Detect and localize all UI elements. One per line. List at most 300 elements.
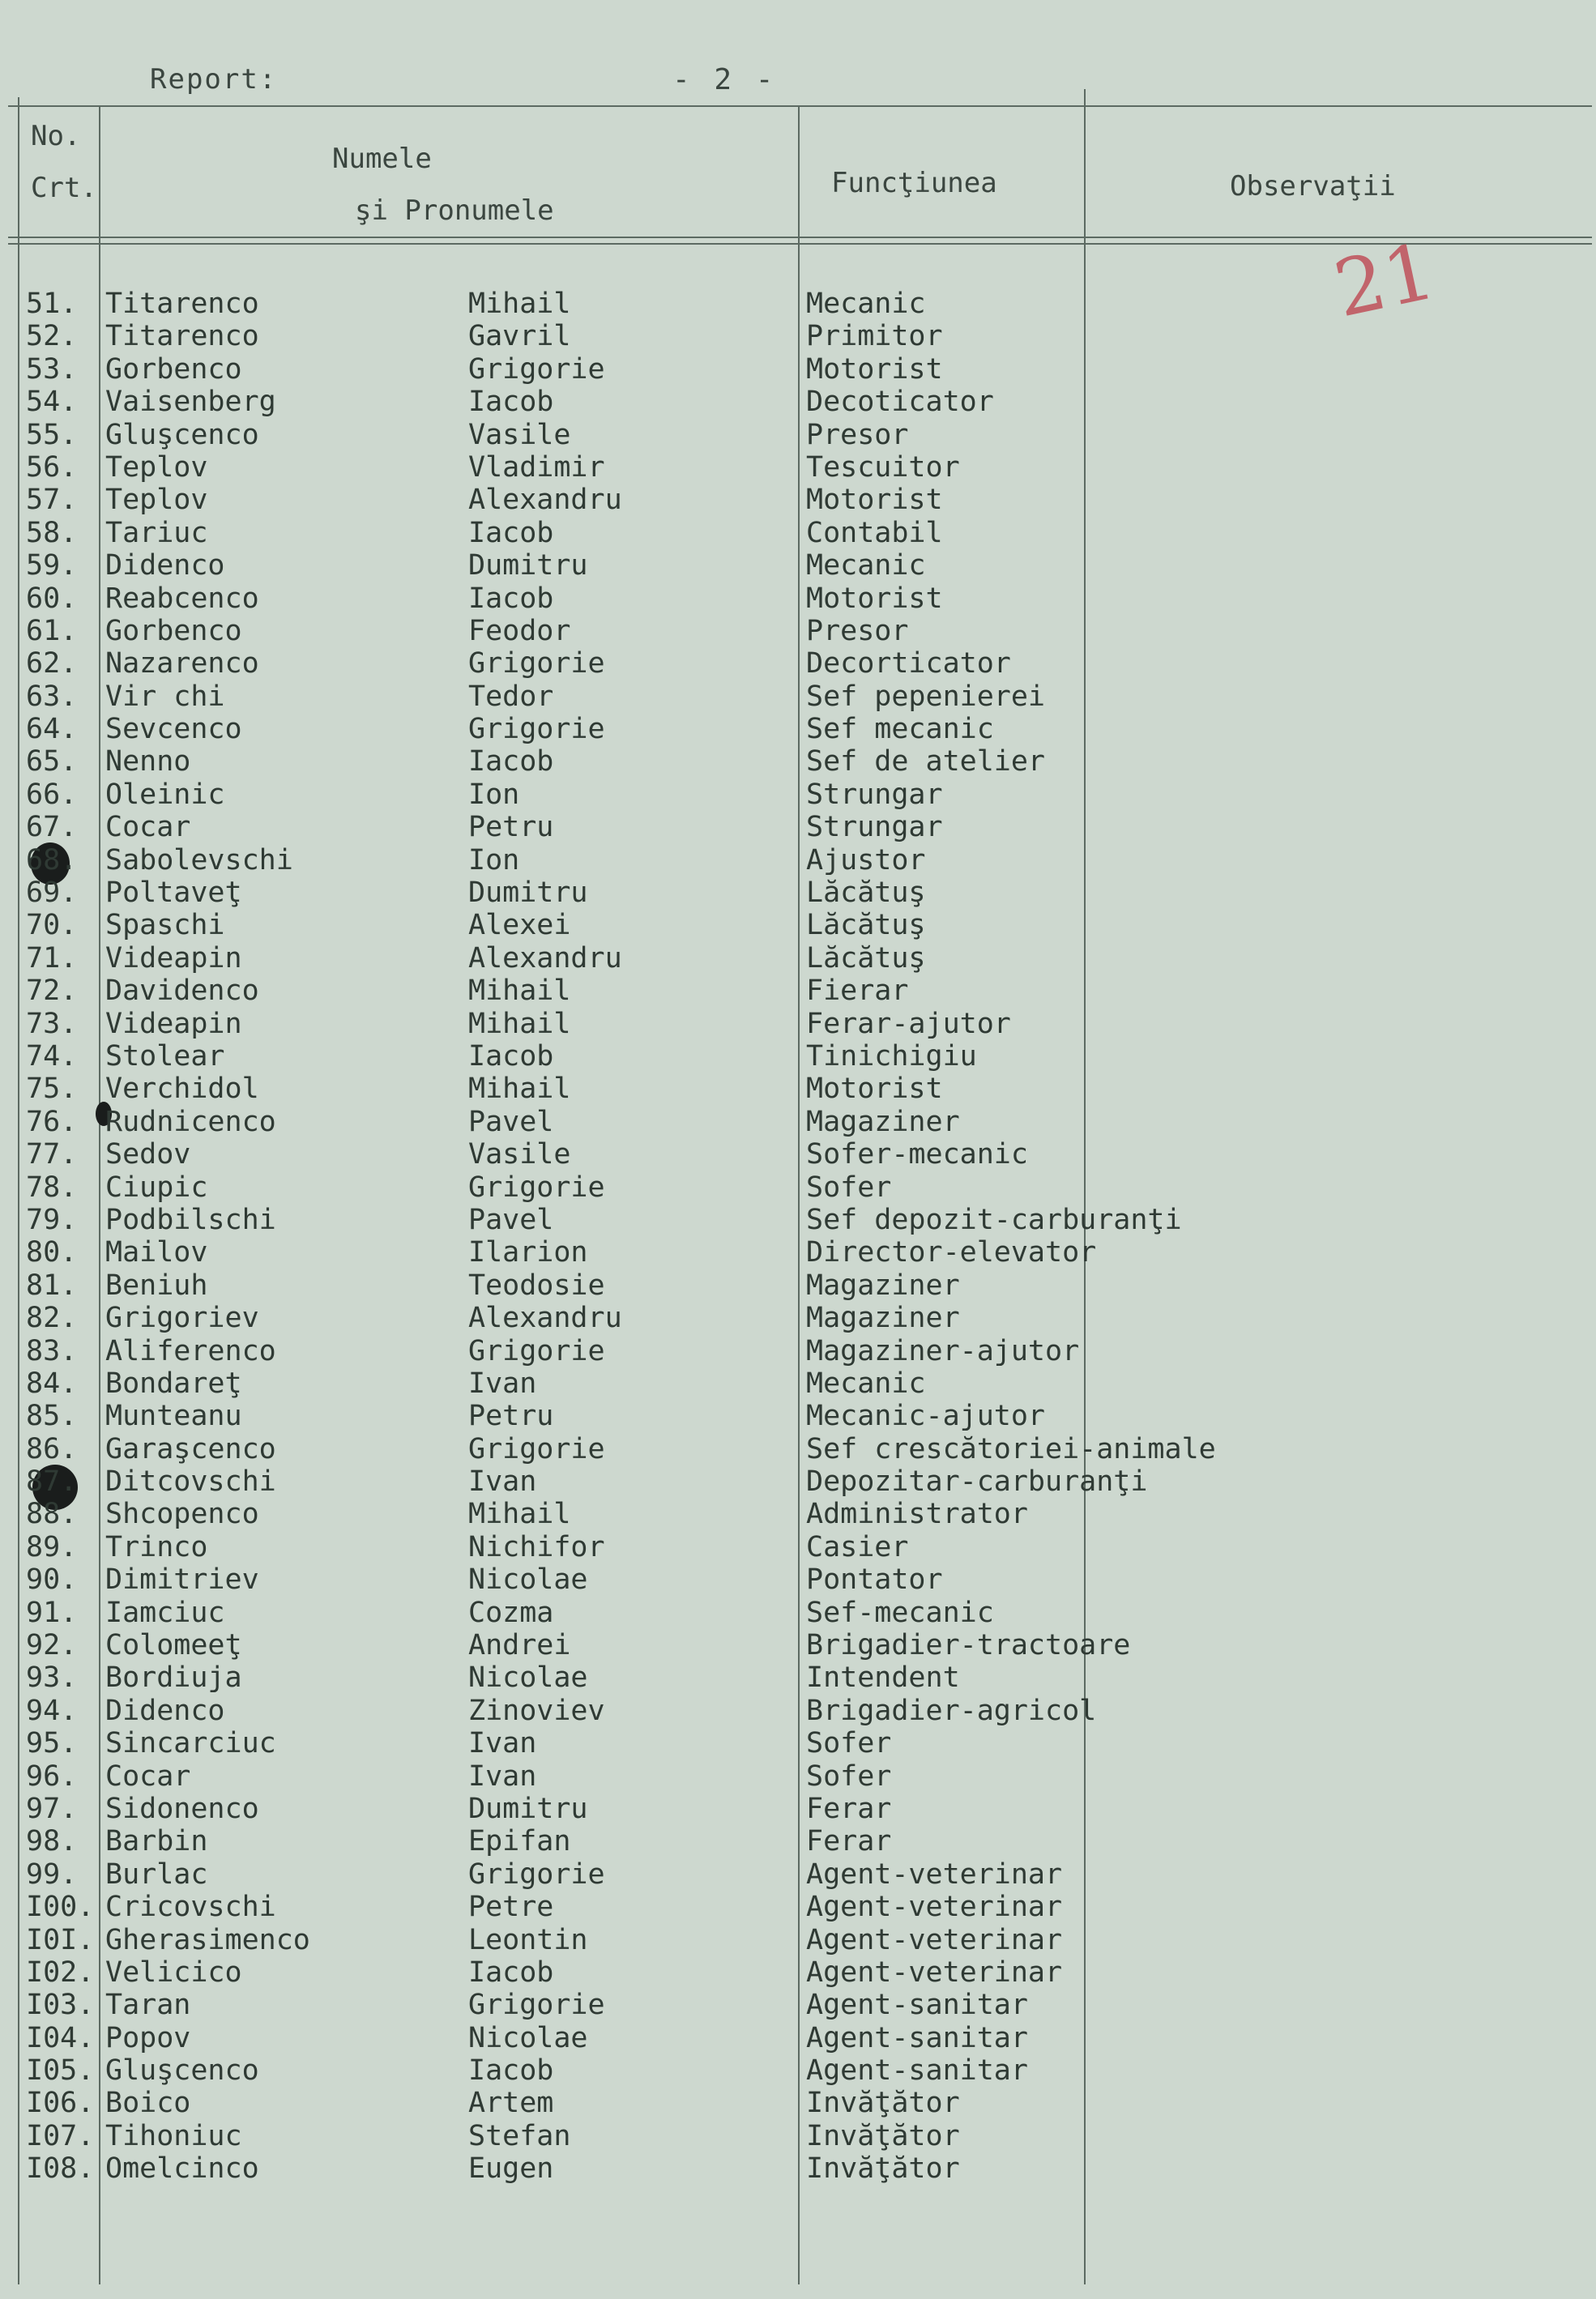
first-name-cell: Grigorie bbox=[468, 352, 605, 386]
row-number: 95. bbox=[26, 1727, 78, 1760]
row-number: 54. bbox=[26, 386, 78, 419]
first-name-cell: Mihail bbox=[468, 288, 571, 320]
surname-cell: Ciupic bbox=[105, 1171, 208, 1204]
first-name-cell: Alexandru bbox=[468, 484, 622, 517]
first-name-cell: Nicolae bbox=[468, 2021, 588, 2054]
function-cell: Agent-veterinar bbox=[806, 1956, 1063, 1989]
table-row bbox=[0, 1695, 1596, 1727]
surname-cell: Beniuh bbox=[105, 1269, 208, 1302]
function-cell: Agent-sanitar bbox=[806, 1989, 1028, 2022]
row-number: 64. bbox=[26, 713, 78, 746]
first-name-cell: Grigorie bbox=[468, 647, 605, 680]
surname-cell: Ditcovschi bbox=[105, 1465, 276, 1499]
function-cell: Agent-sanitar bbox=[806, 2021, 1028, 2054]
surname-cell: Cocar bbox=[105, 811, 191, 844]
row-number: 77. bbox=[26, 1138, 78, 1171]
table-row bbox=[0, 1400, 1596, 1432]
function-cell: Invăţător bbox=[806, 2119, 960, 2152]
first-name-cell: Mihail bbox=[468, 1498, 571, 1531]
function-cell: Administrator bbox=[806, 1498, 1028, 1531]
header-pronumele: şi Pronumele bbox=[355, 194, 554, 227]
row-number: 98. bbox=[26, 1825, 78, 1858]
table-row bbox=[0, 844, 1596, 877]
first-name-cell: Feodor bbox=[468, 614, 571, 647]
function-cell: Ferar bbox=[806, 1825, 892, 1858]
row-number: 82. bbox=[26, 1302, 78, 1335]
function-cell: Mecanic bbox=[806, 1367, 926, 1400]
function-cell: Sofer bbox=[806, 1727, 892, 1760]
table-row bbox=[0, 1465, 1596, 1498]
surname-cell: Taran bbox=[105, 1989, 191, 2022]
function-cell: Agent-veterinar bbox=[806, 1923, 1063, 1956]
function-cell: Mecanic bbox=[806, 288, 926, 320]
function-cell: Magaziner bbox=[806, 1302, 960, 1335]
surname-cell: Teplov bbox=[105, 484, 208, 517]
function-cell: Agent-veterinar bbox=[806, 1891, 1063, 1924]
surname-cell: Grigoriev bbox=[105, 1302, 259, 1335]
surname-cell: Garaşcenco bbox=[105, 1432, 276, 1465]
function-cell: Contabil bbox=[806, 516, 943, 549]
table-row bbox=[0, 1367, 1596, 1400]
first-name-cell: Stefan bbox=[468, 2119, 571, 2152]
function-cell: Strungar bbox=[806, 778, 943, 811]
row-number: 76. bbox=[26, 1105, 78, 1138]
surname-cell: Davidenco bbox=[105, 975, 259, 1008]
table-row bbox=[0, 1106, 1596, 1138]
row-number: 66. bbox=[26, 778, 78, 811]
function-cell: Sef pepenierei bbox=[806, 680, 1046, 713]
function-cell: Lăcătuş bbox=[806, 877, 926, 910]
function-cell: Magaziner bbox=[806, 1105, 960, 1138]
first-name-cell: Ivan bbox=[468, 1759, 537, 1793]
row-number: I03. bbox=[26, 1989, 95, 2022]
function-cell: Intendent bbox=[806, 1661, 960, 1695]
function-cell: Invăţător bbox=[806, 2087, 960, 2120]
first-name-cell: Dumitru bbox=[468, 877, 588, 910]
row-number: 65. bbox=[26, 745, 78, 778]
function-cell: Primitor bbox=[806, 320, 943, 353]
first-name-cell: Petru bbox=[468, 811, 554, 844]
table-row bbox=[0, 582, 1596, 615]
function-cell: Sef depozit-carburanţi bbox=[806, 1203, 1182, 1236]
table-row bbox=[0, 877, 1596, 909]
function-cell: Ajustor bbox=[806, 843, 926, 877]
table-row bbox=[0, 1040, 1596, 1073]
first-name-cell: Vasile bbox=[468, 1138, 571, 1171]
header-observations: Observaţii bbox=[1230, 170, 1396, 203]
first-name-cell: Grigorie bbox=[468, 713, 605, 746]
table-row bbox=[0, 1498, 1596, 1530]
first-name-cell: Gavril bbox=[468, 320, 571, 353]
table-top-rule bbox=[8, 105, 1592, 107]
first-name-cell: Iacob bbox=[468, 516, 554, 549]
surname-cell: Colomeeţ bbox=[105, 1629, 242, 1662]
table-row bbox=[0, 1891, 1596, 1923]
first-name-cell: Dumitru bbox=[468, 549, 588, 582]
row-number: 72. bbox=[26, 975, 78, 1008]
row-number: 99. bbox=[26, 1858, 78, 1891]
first-name-cell: Petru bbox=[468, 1400, 554, 1433]
row-number: 84. bbox=[26, 1367, 78, 1400]
table-row bbox=[0, 1924, 1596, 1956]
report-label: Report: bbox=[150, 63, 278, 96]
first-name-cell: Iacob bbox=[468, 2054, 554, 2088]
table-row bbox=[0, 1138, 1596, 1171]
first-name-cell: Andrei bbox=[468, 1629, 571, 1662]
surname-cell: Poltaveţ bbox=[105, 877, 242, 910]
row-number: 94. bbox=[26, 1694, 78, 1727]
function-cell: Sef-mecanic bbox=[806, 1596, 994, 1629]
surname-cell: Cocar bbox=[105, 1759, 191, 1793]
row-number: 58. bbox=[26, 516, 78, 549]
row-number: 68. bbox=[26, 843, 78, 877]
first-name-cell: Vladimir bbox=[468, 450, 605, 484]
row-number: 91. bbox=[26, 1596, 78, 1629]
table-row bbox=[0, 517, 1596, 549]
function-cell: Invăţător bbox=[806, 2152, 960, 2186]
surname-cell: Titarenco bbox=[105, 288, 259, 320]
table-row bbox=[0, 1727, 1596, 1759]
surname-cell: Vir chi bbox=[105, 680, 225, 713]
handwritten-mark: 21 bbox=[1326, 225, 1443, 335]
first-name-cell: Ilarion bbox=[468, 1236, 588, 1269]
surname-cell: Spaschi bbox=[105, 909, 225, 942]
surname-cell: Cricovschi bbox=[105, 1891, 276, 1924]
header-bottom-rule bbox=[8, 237, 1592, 238]
table-row bbox=[0, 1302, 1596, 1334]
function-cell: Sef crescătoriei-animale bbox=[806, 1432, 1216, 1465]
function-cell: Agent-sanitar bbox=[806, 2054, 1028, 2088]
function-cell: Magaziner-ajutor bbox=[806, 1334, 1080, 1367]
row-number: 90. bbox=[26, 1563, 78, 1597]
function-cell: Lăcătuş bbox=[806, 941, 926, 975]
surname-cell: Tihoniuc bbox=[105, 2119, 242, 2152]
row-number: 97. bbox=[26, 1792, 78, 1825]
employee-table-body bbox=[0, 288, 1596, 2186]
function-cell: Brigadier-tractoare bbox=[806, 1629, 1131, 1662]
table-row bbox=[0, 484, 1596, 516]
surname-cell: Dimitriev bbox=[105, 1563, 259, 1597]
surname-cell: Popov bbox=[105, 2021, 191, 2054]
row-number: 61. bbox=[26, 614, 78, 647]
first-name-cell: Grigorie bbox=[468, 1432, 605, 1465]
first-name-cell: Eugen bbox=[468, 2152, 554, 2186]
row-number: 92. bbox=[26, 1629, 78, 1662]
first-name-cell: Dumitru bbox=[468, 1792, 588, 1825]
surname-cell: Stolear bbox=[105, 1039, 225, 1073]
header-function: Funcţiunea bbox=[831, 167, 997, 199]
table-row bbox=[0, 353, 1596, 386]
function-cell: Presor bbox=[806, 614, 909, 647]
surname-cell: Bordiuja bbox=[105, 1661, 242, 1695]
row-number: 59. bbox=[26, 549, 78, 582]
first-name-cell: Mihail bbox=[468, 1073, 571, 1106]
row-number: 75. bbox=[26, 1073, 78, 1106]
table-row bbox=[0, 1793, 1596, 1825]
first-name-cell: Grigorie bbox=[468, 1334, 605, 1367]
table-row bbox=[0, 1073, 1596, 1105]
row-number: 83. bbox=[26, 1334, 78, 1367]
header-crt: Crt. bbox=[31, 172, 97, 204]
table-row bbox=[0, 1760, 1596, 1793]
table-row bbox=[0, 320, 1596, 352]
table-row bbox=[0, 1597, 1596, 1629]
function-cell: Sofer bbox=[806, 1759, 892, 1793]
first-name-cell: Petre bbox=[468, 1891, 554, 1924]
table-row bbox=[0, 647, 1596, 680]
table-row bbox=[0, 909, 1596, 941]
row-number: 57. bbox=[26, 484, 78, 517]
first-name-cell: Grigorie bbox=[468, 1171, 605, 1204]
table-row bbox=[0, 1335, 1596, 1367]
surname-cell: Boico bbox=[105, 2087, 191, 2120]
row-number: 79. bbox=[26, 1203, 78, 1236]
table-row bbox=[0, 975, 1596, 1007]
table-row bbox=[0, 1563, 1596, 1596]
first-name-cell: Grigorie bbox=[468, 1858, 605, 1891]
function-cell: Fierar bbox=[806, 975, 909, 1008]
row-number: 52. bbox=[26, 320, 78, 353]
row-number: 63. bbox=[26, 680, 78, 713]
row-number: I05. bbox=[26, 2054, 95, 2088]
table-row bbox=[0, 2152, 1596, 2185]
table-row bbox=[0, 1858, 1596, 1891]
surname-cell: Rudnicenco bbox=[105, 1105, 276, 1138]
function-cell: Pontator bbox=[806, 1563, 943, 1597]
first-name-cell: Mihail bbox=[468, 1007, 571, 1040]
surname-cell: Sabolevschi bbox=[105, 843, 293, 877]
header-numele: Numele bbox=[332, 143, 432, 175]
surname-cell: Didenco bbox=[105, 549, 225, 582]
table-row bbox=[0, 2022, 1596, 2054]
surname-cell: Videapin bbox=[105, 1007, 242, 1040]
first-name-cell: Grigorie bbox=[468, 1989, 605, 2022]
first-name-cell: Pavel bbox=[468, 1105, 554, 1138]
row-number: I02. bbox=[26, 1956, 95, 1989]
table-row bbox=[0, 2054, 1596, 2087]
first-name-cell: Ivan bbox=[468, 1367, 537, 1400]
row-number: 88. bbox=[26, 1498, 78, 1531]
table-row bbox=[0, 1171, 1596, 1204]
first-name-cell: Iacob bbox=[468, 1956, 554, 1989]
first-name-cell: Mihail bbox=[468, 975, 571, 1008]
table-row bbox=[0, 2087, 1596, 2119]
table-row bbox=[0, 778, 1596, 811]
page-number: - 2 - bbox=[672, 63, 777, 96]
surname-cell: Oleinic bbox=[105, 778, 225, 811]
surname-cell: Videapin bbox=[105, 941, 242, 975]
row-number: 51. bbox=[26, 288, 78, 320]
first-name-cell: Nicolae bbox=[468, 1563, 588, 1597]
row-number: 71. bbox=[26, 941, 78, 975]
surname-cell: Omelcinco bbox=[105, 2152, 259, 2186]
table-row bbox=[0, 1008, 1596, 1040]
table-row bbox=[0, 713, 1596, 745]
table-row bbox=[0, 1204, 1596, 1236]
function-cell: Ferar-ajutor bbox=[806, 1007, 1011, 1040]
first-name-cell: Alexei bbox=[468, 909, 571, 942]
function-cell: Presor bbox=[806, 418, 909, 451]
table-row bbox=[0, 1531, 1596, 1563]
table-row bbox=[0, 2120, 1596, 2152]
function-cell: Tinichigiu bbox=[806, 1039, 977, 1073]
table-row bbox=[0, 745, 1596, 778]
first-name-cell: Ion bbox=[468, 843, 520, 877]
first-name-cell: Zinoviev bbox=[468, 1694, 605, 1727]
surname-cell: Barbin bbox=[105, 1825, 208, 1858]
surname-cell: Sedov bbox=[105, 1138, 191, 1171]
row-number: 73. bbox=[26, 1007, 78, 1040]
row-number: I08. bbox=[26, 2152, 95, 2186]
row-number: 96. bbox=[26, 1759, 78, 1793]
row-number: 93. bbox=[26, 1661, 78, 1695]
surname-cell: Munteanu bbox=[105, 1400, 242, 1433]
surname-cell: Verchidol bbox=[105, 1073, 259, 1106]
surname-cell: Trinco bbox=[105, 1530, 208, 1563]
surname-cell: Reabcenco bbox=[105, 582, 259, 615]
row-number: 80. bbox=[26, 1236, 78, 1269]
function-cell: Depozitar-carburanţi bbox=[806, 1465, 1148, 1499]
first-name-cell: Iacob bbox=[468, 1039, 554, 1073]
function-cell: Mecanic bbox=[806, 549, 926, 582]
surname-cell: Velicico bbox=[105, 1956, 242, 1989]
table-row bbox=[0, 1236, 1596, 1269]
table-row bbox=[0, 942, 1596, 975]
row-number: I04. bbox=[26, 2021, 95, 2054]
table-row bbox=[0, 386, 1596, 418]
surname-cell: Aliferenco bbox=[105, 1334, 276, 1367]
row-number: 67. bbox=[26, 811, 78, 844]
table-row bbox=[0, 1629, 1596, 1661]
row-number: 78. bbox=[26, 1171, 78, 1204]
first-name-cell: Alexandru bbox=[468, 941, 622, 975]
table-row bbox=[0, 811, 1596, 843]
surname-cell: Mailov bbox=[105, 1236, 208, 1269]
function-cell: Sofer-mecanic bbox=[806, 1138, 1028, 1171]
row-number: 85. bbox=[26, 1400, 78, 1433]
row-number: I0I. bbox=[26, 1923, 95, 1956]
table-row bbox=[0, 451, 1596, 484]
row-number: I00. bbox=[26, 1891, 95, 1924]
surname-cell: Nenno bbox=[105, 745, 191, 778]
function-cell: Mecanic-ajutor bbox=[806, 1400, 1046, 1433]
function-cell: Ferar bbox=[806, 1792, 892, 1825]
surname-cell: Gluşcenco bbox=[105, 418, 259, 451]
function-cell: Motorist bbox=[806, 352, 943, 386]
row-number: 86. bbox=[26, 1432, 78, 1465]
table-row bbox=[0, 615, 1596, 647]
function-cell: Motorist bbox=[806, 1073, 943, 1106]
row-number: I07. bbox=[26, 2119, 95, 2152]
surname-cell: Gorbenco bbox=[105, 614, 242, 647]
first-name-cell: Alexandru bbox=[468, 1302, 622, 1335]
function-cell: Sef de atelier bbox=[806, 745, 1046, 778]
surname-cell: Nazarenco bbox=[105, 647, 259, 680]
first-name-cell: Vasile bbox=[468, 418, 571, 451]
table-row bbox=[0, 419, 1596, 451]
function-cell: Motorist bbox=[806, 484, 943, 517]
surname-cell: Didenco bbox=[105, 1694, 225, 1727]
function-cell: Magaziner bbox=[806, 1269, 960, 1302]
table-row bbox=[0, 1269, 1596, 1302]
first-name-cell: Iacob bbox=[468, 386, 554, 419]
row-number: 55. bbox=[26, 418, 78, 451]
function-cell: Motorist bbox=[806, 582, 943, 615]
surname-cell: Shcopenco bbox=[105, 1498, 259, 1531]
function-cell: Tescuitor bbox=[806, 450, 960, 484]
surname-cell: Burlac bbox=[105, 1858, 208, 1891]
surname-cell: Titarenco bbox=[105, 320, 259, 353]
function-cell: Director-elevator bbox=[806, 1236, 1097, 1269]
first-name-cell: Ivan bbox=[468, 1465, 537, 1499]
first-name-cell: Epifan bbox=[468, 1825, 571, 1858]
first-name-cell: Leontin bbox=[468, 1923, 588, 1956]
row-number: 74. bbox=[26, 1039, 78, 1073]
first-name-cell: Ion bbox=[468, 778, 520, 811]
first-name-cell: Nichifor bbox=[468, 1530, 605, 1563]
row-number: I06. bbox=[26, 2087, 95, 2120]
surname-cell: Sevcenco bbox=[105, 713, 242, 746]
function-cell: Strungar bbox=[806, 811, 943, 844]
table-row bbox=[0, 1989, 1596, 2021]
surname-cell: Iamciuc bbox=[105, 1596, 225, 1629]
row-number: 62. bbox=[26, 647, 78, 680]
surname-cell: Podbilschi bbox=[105, 1203, 276, 1236]
function-cell: Lăcătuş bbox=[806, 909, 926, 942]
row-number: 60. bbox=[26, 582, 78, 615]
row-number: 89. bbox=[26, 1530, 78, 1563]
row-number: 56. bbox=[26, 450, 78, 484]
first-name-cell: Pavel bbox=[468, 1203, 554, 1236]
row-number: 87. bbox=[26, 1465, 78, 1499]
row-number: 69. bbox=[26, 877, 78, 910]
first-name-cell: Iacob bbox=[468, 582, 554, 615]
table-row bbox=[0, 549, 1596, 582]
function-cell: Decorticator bbox=[806, 647, 1011, 680]
first-name-cell: Artem bbox=[468, 2087, 554, 2120]
table-row bbox=[0, 288, 1596, 320]
surname-cell: Teplov bbox=[105, 450, 208, 484]
surname-cell: Sincarciuc bbox=[105, 1727, 276, 1760]
surname-cell: Vaisenberg bbox=[105, 386, 276, 419]
surname-cell: Gluşcenco bbox=[105, 2054, 259, 2088]
surname-cell: Gherasimenco bbox=[105, 1923, 310, 1956]
table-row bbox=[0, 1661, 1596, 1694]
function-cell: Agent-veterinar bbox=[806, 1858, 1063, 1891]
surname-cell: Gorbenco bbox=[105, 352, 242, 386]
table-row bbox=[0, 1956, 1596, 1989]
function-cell: Sef mecanic bbox=[806, 713, 994, 746]
first-name-cell: Ivan bbox=[468, 1727, 537, 1760]
function-cell: Sofer bbox=[806, 1171, 892, 1204]
row-number: 81. bbox=[26, 1269, 78, 1302]
row-number: 70. bbox=[26, 909, 78, 942]
table-row bbox=[0, 1825, 1596, 1858]
function-cell: Decoticator bbox=[806, 386, 994, 419]
table-row bbox=[0, 680, 1596, 713]
header-no: No. bbox=[31, 120, 81, 152]
first-name-cell: Teodosie bbox=[468, 1269, 605, 1302]
row-number: 53. bbox=[26, 352, 78, 386]
surname-cell: Sidonenco bbox=[105, 1792, 259, 1825]
first-name-cell: Nicolae bbox=[468, 1661, 588, 1695]
first-name-cell: Iacob bbox=[468, 745, 554, 778]
function-cell: Brigadier-agricol bbox=[806, 1694, 1097, 1727]
function-cell: Casier bbox=[806, 1530, 909, 1563]
first-name-cell: Cozma bbox=[468, 1596, 554, 1629]
surname-cell: Bondareţ bbox=[105, 1367, 242, 1400]
first-name-cell: Tedor bbox=[468, 680, 554, 713]
